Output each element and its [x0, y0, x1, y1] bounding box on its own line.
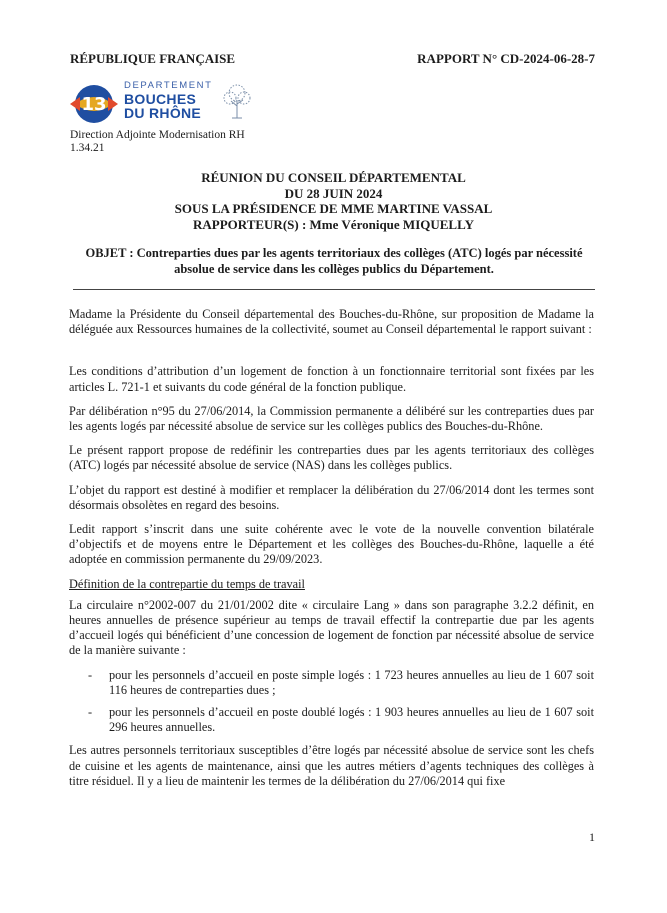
- paragraph: Les autres personnels territoriaux susceptibles d’être logés par nécessité absolue de service sont les chefs de cuisine et les agents de maintenance, ainsi que les autres métiers d’agents techniques des collèges à titre résiduel. Il y a lieu de maintenir les termes de la délibération du 27/06/2014 qui fixe: [69, 743, 594, 788]
- page-number: 1: [589, 830, 595, 844]
- objet-heading: [73, 246, 595, 277]
- paragraph: Par délibération n°95 du 27/06/2014, la Commission permanente a délibéré sur les contreparties dues par les agents logés par nécessité absolue de service sur les collèges publics des Bouches-du-Rhône.: [69, 403, 594, 434]
- bullet-marker: -: [88, 705, 93, 720]
- direction-block: [70, 129, 245, 155]
- paragraph: Ledit rapport s’inscrit dans une suite cohérente avec le vote de la nouvelle convention bilatérale d’objectifs et de moyens entre le Département et les collèges des Bouches-du-Rhône, laquelle a été adoptée en commission permanente du 29/09/2023.: [69, 522, 594, 567]
- department-logo: [70, 80, 260, 128]
- meeting-date: DU 28 JUIN 2024: [284, 185, 383, 201]
- svg-text:13: 13: [81, 94, 107, 115]
- bullet-list: [69, 668, 594, 736]
- divider: [73, 289, 595, 290]
- department-emblem-icon: [70, 82, 120, 126]
- objet-line1: OBJET : Contreparties dues par les agents territoriaux des collèges (ATC) logés par nécessité: [85, 246, 583, 260]
- logo-name-line1: BOUCHES: [124, 91, 197, 107]
- republic-heading: RÉPUBLIQUE FRANÇAISE: [70, 51, 236, 66]
- report-number: RAPPORT N° CD-2024-06-28-7: [417, 51, 595, 66]
- logo-name-line2: DU RHÔNE: [124, 105, 202, 121]
- meeting-heading: [0, 170, 667, 232]
- report-body: [69, 307, 594, 798]
- bullet-marker: -: [88, 667, 93, 682]
- paragraph: Les conditions d’attribution d’un logement de fonction à un fonctionnaire territorial sont fixées par les articles L. 721-1 et suivants du code général de la fonction publique.: [69, 364, 594, 394]
- direction-name: Direction Adjointe Modernisation RH: [70, 129, 245, 141]
- tree-icon: [220, 82, 254, 122]
- paragraph: L’objet du rapport est destiné à modifier et remplacer la délibération du 27/06/2014 dont les termes sont désormais obsolètes en regard des besoins.: [69, 482, 594, 512]
- section-title: Définition de la contrepartie du temps de travail: [69, 576, 305, 591]
- intro-paragraph: Madame la Présidente du Conseil départemental des Bouches-du-Rhône, sur proposition de Madame la déléguée aux Ressources humaines de la collectivité, soumet au Conseil départemental le rapport suivant :: [69, 307, 594, 337]
- meeting-rapporteur: RAPPORTEUR(S) : Mme Véronique MIQUELLY: [193, 216, 474, 232]
- list-item-text: pour les personnels d’accueil en poste doublé logés : 1 903 heures annuelles au lieu de 1 607 soit 296 heures annuelles.: [109, 705, 594, 735]
- paragraph: La circulaire n°2002-007 du 21/01/2002 dite « circulaire Lang » dans son paragraphe 3.2.2 définit, en heures annuelles de présence supérieur au temps de travail effectif la contrepartie due par les agents d’accueil logés qui bénéficient d’une concession de logement de fonction par nécessité absolue de service de la manière suivante :: [69, 597, 594, 658]
- paragraph: Le présent rapport propose de redéfinir les contreparties dues par les agents territoriaux des collèges (ATC) logés par nécessité absolue de service (NAS) dans les collèges publics.: [69, 443, 594, 473]
- meeting-presidency: SOUS LA PRÉSIDENCE DE MME MARTINE VASSAL: [174, 201, 493, 216]
- objet-line2: absolue de service dans les collèges publics du Département.: [174, 261, 494, 276]
- meeting-title: RÉUNION DU CONSEIL DÉPARTEMENTAL: [201, 170, 466, 185]
- logo-department-label: DEPARTEMENT: [124, 80, 213, 91]
- direction-code: 1.34.21: [70, 142, 105, 154]
- list-item: [69, 668, 594, 698]
- list-item-text: pour les personnels d’accueil en poste simple logés : 1 723 heures annuelles au lieu de 1 607 soit 116 heures de contreparties dues ;: [109, 667, 594, 697]
- list-item: [69, 705, 594, 735]
